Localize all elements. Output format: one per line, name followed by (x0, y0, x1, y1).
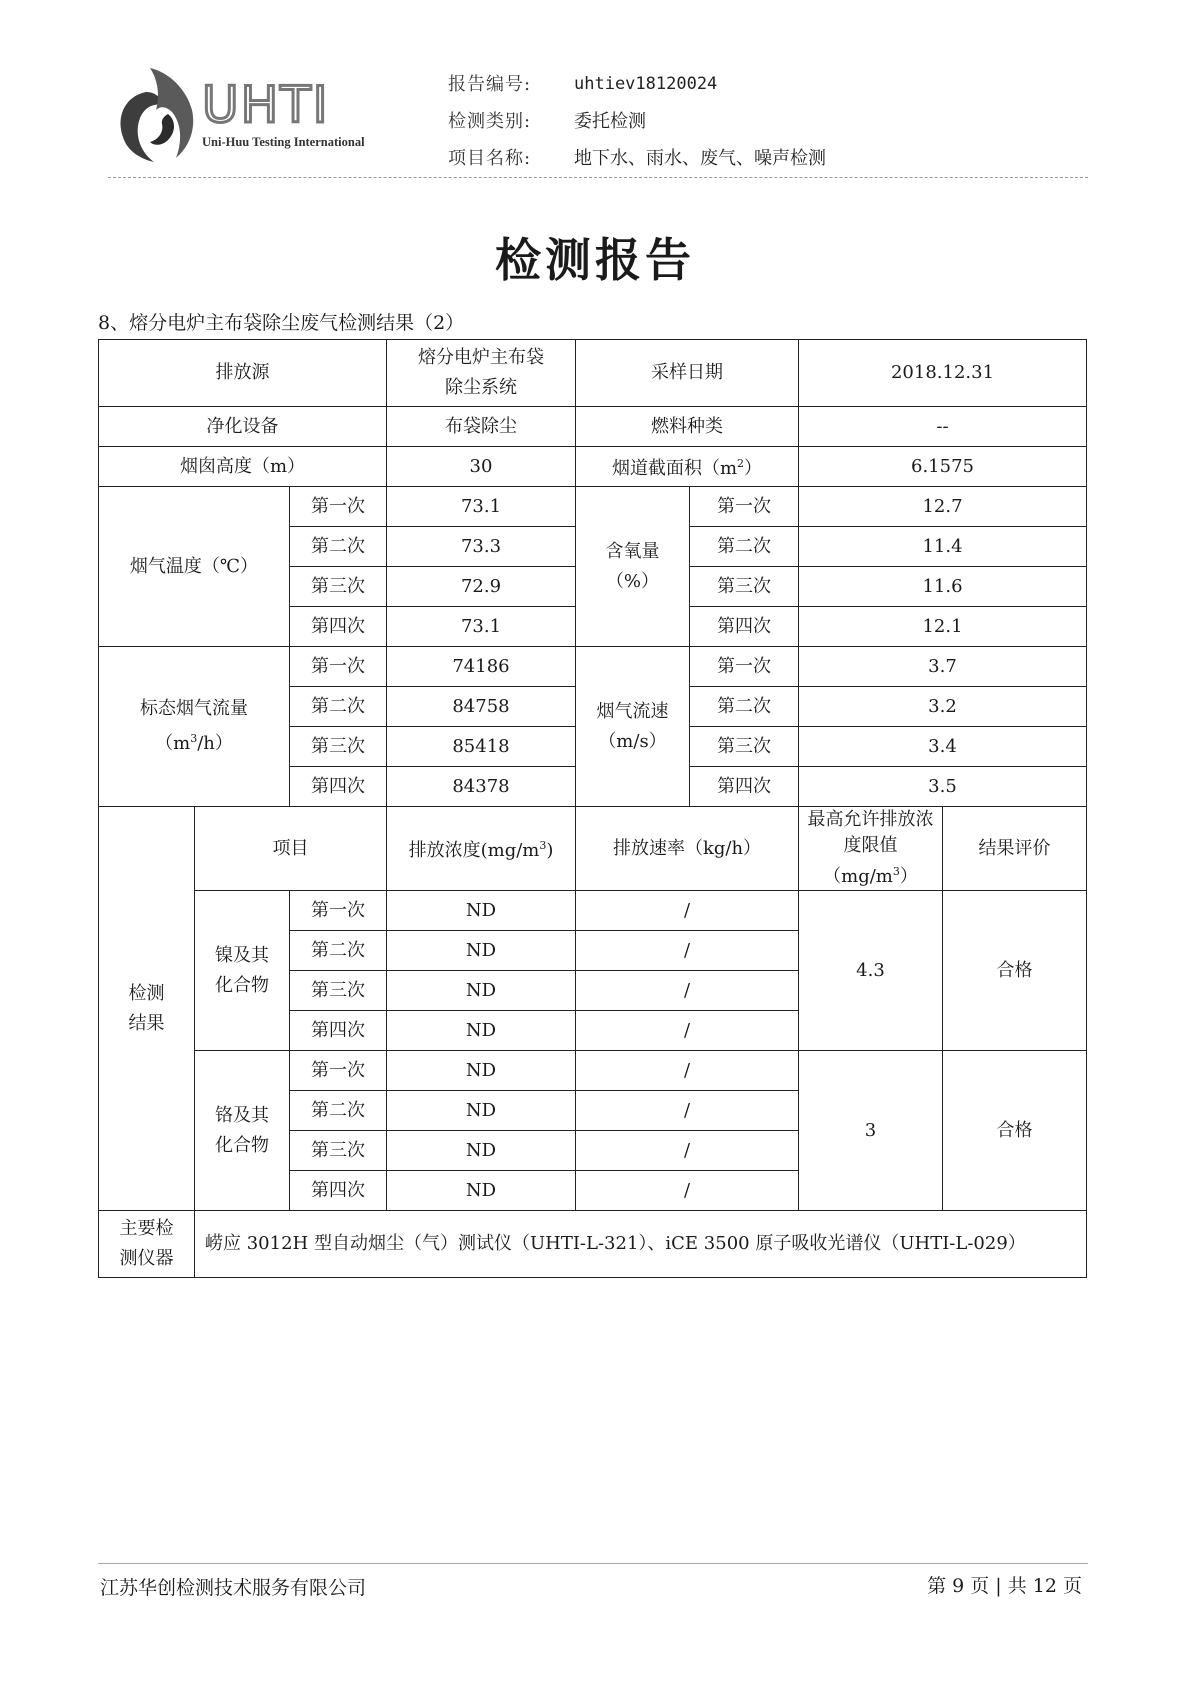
run-label: 第三次 (290, 1131, 387, 1171)
chromium-conc: ND (387, 1171, 576, 1211)
report-no-label: 报告编号: (448, 74, 532, 95)
temp-value: 73.1 (387, 487, 576, 527)
oxygen-value: 12.1 (799, 607, 1087, 647)
oxygen-label: 含氧量 （%） (576, 487, 690, 647)
area-value: 6.1575 (799, 447, 1087, 487)
fuel-label: 燃料种类 (576, 407, 799, 447)
oxygen-value: 11.4 (799, 527, 1087, 567)
footer-company: 江苏华创检测技术服务有限公司 (100, 1577, 367, 1599)
instruments-value: 崂应 3012H 型自动烟尘（气）测试仪（UHTI-L-321）、iCE 3500 原子吸收光谱仪（UHTI-L-029） (195, 1211, 1087, 1278)
table-row (99, 407, 1087, 447)
flow-value: 74186 (387, 647, 576, 687)
velocity-label: 烟气流速 （m/s） (576, 647, 690, 807)
project: 地下水、雨水、废气、噪声检测 (574, 148, 826, 169)
source-label: 排放源 (99, 340, 387, 407)
logo-wordmark: UHTI (202, 76, 330, 134)
run-label: 第三次 (690, 567, 799, 607)
table-row (99, 487, 1087, 527)
chromium-label: 铬及其 化合物 (195, 1051, 290, 1211)
footer-divider (98, 1563, 1088, 1564)
col-rate: 排放速率（kg/h） (576, 807, 799, 891)
run-label: 第一次 (290, 891, 387, 931)
category: 委托检测 (574, 111, 646, 132)
table-row (99, 447, 1087, 487)
height-label: 烟囱高度（m） (99, 447, 387, 487)
run-label: 第四次 (290, 1011, 387, 1051)
col-item: 项目 (195, 807, 387, 891)
nickel-conc: ND (387, 1011, 576, 1051)
run-label: 第二次 (290, 1091, 387, 1131)
header-divider (108, 177, 1088, 178)
chromium-conc: ND (387, 1051, 576, 1091)
table-row (99, 340, 1087, 407)
logo-tagline: Uni-Huu Testing International (202, 135, 365, 149)
nickel-rate: / (576, 1011, 799, 1051)
oxygen-value: 11.6 (799, 567, 1087, 607)
flow-label: 标态烟气流量 $(m^3/h)$ (99, 647, 290, 807)
instruments-label: 主要检 测仪器 (99, 1211, 195, 1278)
table-row (99, 647, 1087, 687)
oxygen-value: 12.7 (799, 487, 1087, 527)
run-label: 第四次 (290, 1171, 387, 1211)
company-logo (110, 62, 400, 172)
run-label: 第二次 (290, 527, 387, 567)
run-label: 第一次 (690, 487, 799, 527)
logo-mark-icon (120, 68, 193, 162)
velocity-value: 3.2 (799, 687, 1087, 727)
velocity-value: 3.5 (799, 767, 1087, 807)
area-label: 烟道截面积$(m^2)$ (576, 447, 799, 487)
chromium-rate: / (576, 1091, 799, 1131)
velocity-value: 3.7 (799, 647, 1087, 687)
run-label: 第二次 (290, 687, 387, 727)
chromium-conc: ND (387, 1091, 576, 1131)
run-label: 第一次 (290, 647, 387, 687)
temp-value: 72.9 (387, 567, 576, 607)
nickel-eval: 合格 (943, 891, 1087, 1051)
device-value: 布袋除尘 (387, 407, 576, 447)
nickel-conc: ND (387, 971, 576, 1011)
temp-value: 73.1 (387, 607, 576, 647)
run-label: 第四次 (290, 607, 387, 647)
col-limit: 最高允许排放浓 度限值$(mg/m^3)$ (799, 807, 943, 891)
velocity-value: 3.4 (799, 727, 1087, 767)
table-row (99, 1051, 1087, 1091)
chromium-conc: ND (387, 1131, 576, 1171)
run-label: 第四次 (690, 767, 799, 807)
col-evaluation: 结果评价 (943, 807, 1087, 891)
table-row (99, 891, 1087, 931)
source-value: 熔分电炉主布袋 除尘系统 (387, 340, 576, 407)
nickel-rate: / (576, 971, 799, 1011)
section-subtitle: 8、熔分电炉主布袋除尘废气检测结果（2） (98, 312, 465, 334)
run-label: 第三次 (290, 971, 387, 1011)
run-label: 第二次 (690, 687, 799, 727)
table-row (99, 1211, 1087, 1278)
chromium-rate: / (576, 1051, 799, 1091)
chromium-limit: 3 (799, 1051, 943, 1211)
chromium-eval: 合格 (943, 1051, 1087, 1211)
fuel-value: -- (799, 407, 1087, 447)
run-label: 第三次 (290, 567, 387, 607)
footer-page-number: 第 9 页 | 共 12 页 (927, 1575, 1082, 1597)
run-label: 第二次 (690, 527, 799, 567)
table-row (99, 807, 1087, 891)
run-label: 第四次 (690, 607, 799, 647)
nickel-rate: / (576, 931, 799, 971)
col-concentration: 排放浓度$(mg/m^3)$ (387, 807, 576, 891)
height-value: 30 (387, 447, 576, 487)
run-label: 第一次 (690, 647, 799, 687)
chromium-rate: / (576, 1131, 799, 1171)
category-label: 检测类别: (448, 111, 532, 132)
run-label: 第一次 (290, 1051, 387, 1091)
nickel-limit: 4.3 (799, 891, 943, 1051)
run-label: 第四次 (290, 767, 387, 807)
results-table (98, 339, 1087, 1278)
results-group-label: 检测 结果 (99, 807, 195, 1211)
temp-value: 73.3 (387, 527, 576, 567)
nickel-conc: ND (387, 931, 576, 971)
report-no: uhtiev18120024 (574, 74, 718, 94)
nickel-rate: / (576, 891, 799, 931)
run-label: 第二次 (290, 931, 387, 971)
chromium-rate: / (576, 1171, 799, 1211)
run-label: 第三次 (290, 727, 387, 767)
flow-value: 84378 (387, 767, 576, 807)
date-value: 2018.12.31 (799, 340, 1087, 407)
device-label: 净化设备 (99, 407, 387, 447)
page-title: 检测报告 (495, 233, 695, 287)
project-label: 项目名称: (448, 148, 532, 169)
flow-value: 84758 (387, 687, 576, 727)
nickel-conc: ND (387, 891, 576, 931)
report-meta (448, 66, 826, 177)
run-label: 第一次 (290, 487, 387, 527)
date-label: 采样日期 (576, 340, 799, 407)
run-label: 第三次 (690, 727, 799, 767)
nickel-label: 镍及其 化合物 (195, 891, 290, 1051)
flow-value: 85418 (387, 727, 576, 767)
temp-label: 烟气温度（℃） (99, 487, 290, 647)
